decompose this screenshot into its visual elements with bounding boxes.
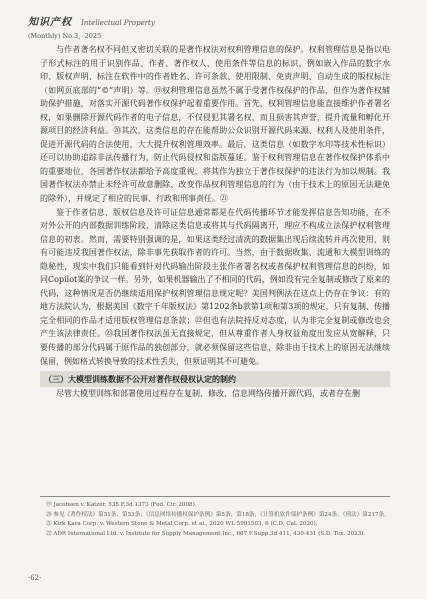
page-number: ·62· [28,574,42,582]
footnote: ㉒ ADR International Ltd. v. Institute for Supply Management Inc., 667 F.Supp.3d 411, 430-431 (S.D. Tex. 2023). [46,530,366,537]
journal-header [28,10,155,40]
article-body [40,43,390,401]
journal-title-en: Intellectual Property [81,19,155,27]
paragraph-training-data-opacity: 尽管大模型训练和部署使用过程存在复制、修改、信息网络传播开源代码，或者存在删 [56,389,360,399]
paragraph-rights-management-info: 与作者著名权不同但又密切关联的是著作权法对权利管理信息的保护。权利管理信息是指以电子形式标注的用于识别作品、作者、著作权人、使用条件等信息的标识，例如嵌入作品的数字水印、版权声明、标注在软件中的作者姓名、许可条款、使用限制、免责声明、自动生成的版权标注（如网页底部的“©”声明）等。⑲权利管理信息虽然不属于受著作权保护的作品，但作为著作权辅助保护措施，对落实开源代码著作权保护起着重要作用。首先，权利管理信息能直接维护作者署名权，如果删除开源代码作者的电子信息，不仅侵犯其署名权，而且损害其声誉，提升流量和孵化开源项目的经济利益。⑳其次，这类信息的存在能帮助公众识别开源代码来源、权利人及使用条件，促进开源代码的合法使用，大大提升权利管理效率。最后，这类信息（如数字水印等技术性标识）还可以协助追踪非法传播行为，防止代码侵权和盗版蔓延。鉴于权利管理信息在著作权保护体系中的重要地位，各国著作权法都给予高度重视，将其作为独立于著作权保护的违法行为加以规制。我国著作权法亦禁止未经许可故意删除、改变作品权利管理信息的行为（由于技术上的原因无法避免的除外），并规定了相应的民事、行政和刑事责任。㉑ [40,45,390,204]
footnote: ⑳ 参见《著作权法》第51条、第53条；《信息网络传播权保护条例》第5条、第18条，《计算机软件保护条例》第24条、《刑法》第217条。 [46,511,390,518]
footnote: ㉑ Kirk Kara Corp. v. Western Stone & Metal Corp. et al., 2020 WL 5991503, 6 (C.D. Cal. 2020). [46,521,318,528]
paragraph-training-stage-info: 鉴于作者信息、版权信息及许可证信息通常都是在代码传播环节才能发挥信息告知功能，在不对外公开的内部数据训练阶段，清除这类信息或将其与代码隔离开，理应不构成立法保护权利管理信息的初衷。然而，需要特别强调的是，如果这类经过清洗的数据集出现后续流转并再次使用，则有可能违反我国著作权法，除非事先获取作者的许可。当然，由于数据收集、流通和大模型训练的隐秘性，现实中我们只能看到针对代码输出阶段主张作者署名权或者保护权利管理信息的纠纷，如同Copilot案的争议一样。另外，如果机器输出了不相同的代码，例如没有完全复制或修改了原来的代码，这种情况是否仍继续适用保护权利管理信息规定呢？美国判例法在这点上仍存在争议：有的地方法院认为，根据美国《数字千年版权法》第1202条b款第1项和第3项的规定，只有复制、传播完全相同的作品才适用版权管理信息条款；㉒但也有法院持反对态度，认为非完全复制或修改也会产生该法律责任。㉓我国著作权法虽无直接规定，但从尊重作者人身权益角度出发应从宽解释，只要传播的部分代码属于原作品的独创部分，就必须保留这些信息，除非由于技术上的原因无法继续保留，例如格式转换导致的技术性丢失，但须证明其不可避免。 [40,207,390,366]
subsection-heading: （三）大模型训练数据不公开对著作权侵权认定的制约 [40,371,390,387]
footnotes [40,496,390,539]
footnote: ⑲ Jacobsen v. Katzer, 535 F.3d 1373 (Fed. Cir. 2008). [46,502,197,508]
issue-number: (Monthly) No.3，2025 [28,32,102,40]
journal-title-cn: 知识产权 [28,17,72,28]
